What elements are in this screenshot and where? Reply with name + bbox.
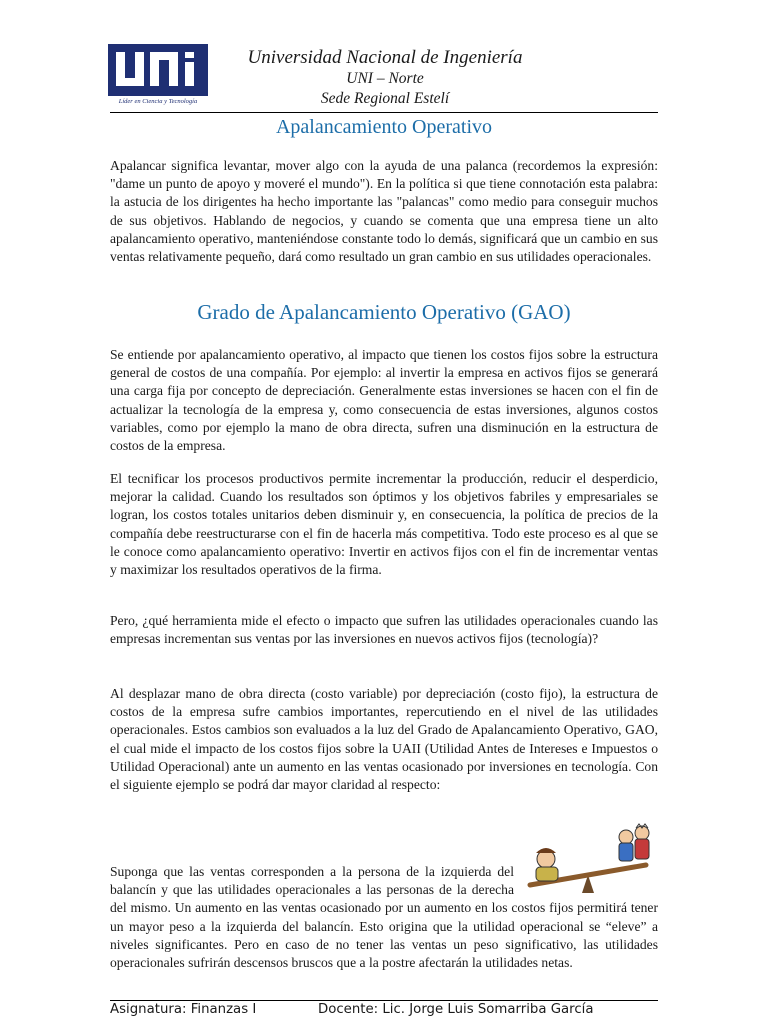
footer-teacher: Docente: Lic. Jorge Luis Somarriba García [318,1002,594,1017]
section-title-apalancamiento: Apalancamiento Operativo [275,116,493,138]
body-paragraph: Pero, ¿qué herramienta mide el efecto o impacto que sufren las utilidades operacionales cuando las empresas incrementan sus ventas por las inversiones en nuevos activos fijos (tecnología)? [110,613,658,647]
body-paragraph: Al desplazar mano de obra directa (costo variable) por depreciación (costo fijo), la estructura de costos de la empresa sufre cambios importantes, repercutiendo en el nivel de las utilidades operacionales. Estos cambios son evaluados a la luz del Grado de Apalancamiento Operativo, GAO, el cual mide el impacto de los costos fijos sobre la UAII (Utilidad Antes de Intereses e Impuestos o Utilidad Operacional) ante un aumento en las ventas ocasionado por inversiones en tecnología. Con el siguiente ejemplo se podrá dar mayor claridad al respecto: [110,686,658,793]
intro-paragraph: Apalancar significa levantar, mover algo con la ayuda de una palanca (recordemos la expresión: "dame un punto de apoyo y moveré el mundo"). En la política si que tiene connotación esta palabra: la astucia de los dirigentes ha hecho importante las "palancas" como medio para conseguir muchos de sus objetivos. Hablando de negocios, y cuando se comenta que una empresa tiene un alto apalancamiento operativo, manteniéndose constante todo lo demás, significará que un cambio en sus ventas relativamente pequeño, dará como resultado un gran cambio en sus utilidades operacionales. [110,158,658,265]
seesaw-illustration-icon [522,823,658,897]
footer-subject: Asignatura: Finanzas I [110,1002,257,1017]
header-divider [110,112,658,113]
campus-name: UNI – Norte [346,70,424,87]
regional-site: Sede Regional Estelí [320,90,450,107]
university-name: Universidad Nacional de Ingeniería [247,47,523,68]
body-paragraph: Suponga que las ventas corresponden a la persona de la izquierda del balancín y que las utilidades operacionales a las personas de la derecha del mismo. Un aumento en las ventas ocasionado por un aumento en los costos fijos permitirá tener un mayor peso a la izquierda del balancín. Esto origina que la utilidad operacional se “eleve” a niveles significantes. Pero en caso de no tener las ventas un peso significativo, las utilidades operacionales sufrirán descensos bruscos que a la postre afectarán la utilidades netas. [110,864,658,971]
logo-tagline: Líder en Ciencia y Tecnología [118,98,198,105]
seesaw-example-block [110,863,658,972]
body-paragraph: El tecnificar los procesos productivos permite incrementar la producción, reducir el desperdicio, mejorar la calidad. Cuando los resultados son óptimos y los objetivos fabriles y empresariales se logran, los costos totales unitarios deben disminuir y, en consecuencia, la política de precios de la compañía debe reestructurarse con el fin de hacerla más competitiva. Todo este proceso es al que se le conoce como apalancamiento operativo: Invertir en activos fijos con el fin de incrementar ventas y maximizar los resultados operativos de la firma. [110,471,658,578]
footer-divider [110,1000,658,1001]
body-paragraph: Se entiende por apalancamiento operativo, al impacto que tienen los costos fijos sobre la estructura general de costos de una compañía. Por ejemplo: al invertir la empresa en activos fijos se generará una carga fija por concepto de depreciación. Generalmente estas inversiones se hacen con el fin de actualizar la tecnología de la empresa y, como consecuencia de estas inversiones, algunos costos variables, como por ejemplo la mano de obra directa, sufren una disminución en la estructura de costos de la empresa. [110,347,658,454]
section-title-gao: Grado de Apalancamiento Operativo (GAO) [197,300,571,324]
